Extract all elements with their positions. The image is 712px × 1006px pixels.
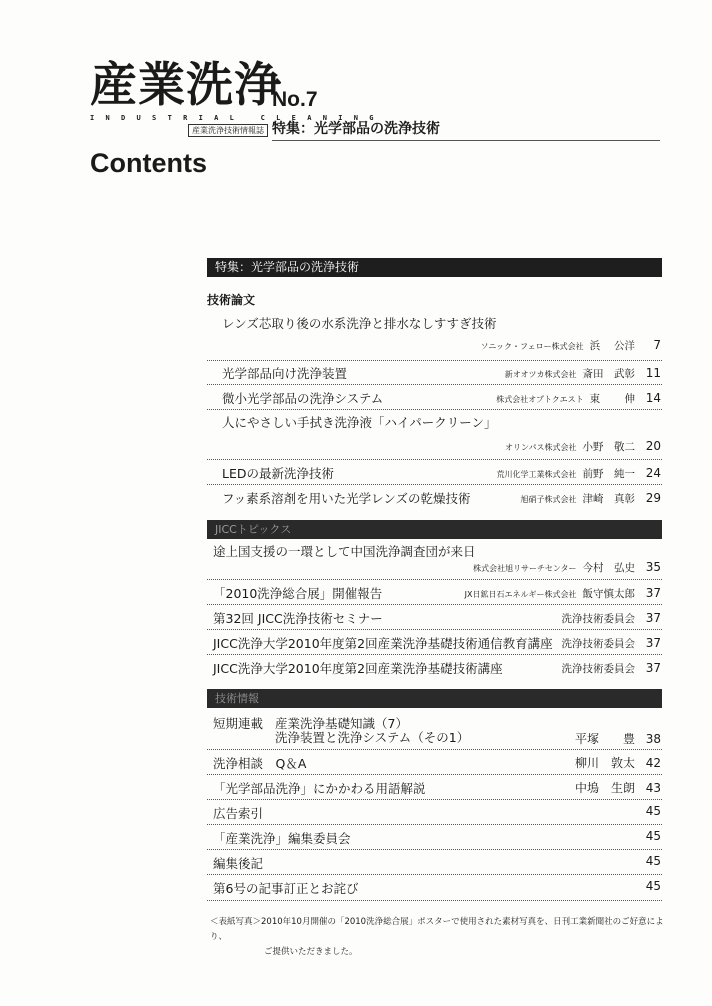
toc-item[interactable] bbox=[213, 584, 661, 604]
toc-item-page: 14 bbox=[645, 391, 661, 405]
page-title: Contents bbox=[90, 148, 207, 178]
toc-item-affiliation: 株式会社旭リサーチセンター bbox=[473, 564, 577, 573]
toc-item[interactable] bbox=[222, 389, 661, 409]
toc-item-page: 29 bbox=[645, 491, 661, 505]
toc-item-page: 38 bbox=[645, 732, 661, 746]
toc-item-page: 45 bbox=[645, 804, 661, 818]
caption-line-1: ＜表紙写真＞2010年10月開催の「2010洗浄総合展」ポスターで使用された素材写真を、日刊工業新聞社のご好意により、 bbox=[210, 917, 664, 942]
toc-item-author: 前野 純一 bbox=[582, 468, 635, 480]
toc-item-author: 小野 敬二 bbox=[582, 441, 635, 453]
toc-item[interactable] bbox=[213, 714, 661, 748]
divider bbox=[207, 849, 662, 850]
toc-item-title: 広告索引 bbox=[213, 806, 264, 821]
toc-item-title: 第6号の記事訂正とお詫び bbox=[213, 881, 359, 896]
section-header-tech bbox=[207, 689, 662, 708]
section-header-feature-label: 特集：光学部品の洗浄技術 bbox=[215, 260, 360, 274]
magazine-english-title: INDUSTRIAL CLEANING bbox=[90, 114, 385, 122]
toc-item-title: 「産業洗浄」編集委員会 bbox=[213, 831, 351, 846]
toc-item-title: LEDの最新洗浄技術 bbox=[222, 466, 334, 481]
toc-item-page: 11 bbox=[645, 366, 661, 380]
toc-item-author: 斎田 武彰 bbox=[582, 368, 635, 380]
section-header-jicc-label: JICCトピックス bbox=[215, 523, 292, 536]
toc-item-affiliation: ソニック・フェロー株式会社 bbox=[480, 342, 584, 351]
toc-item-title: 人にやさしい手拭き洗浄液「ハイパークリーン」 bbox=[222, 415, 497, 430]
toc-item[interactable] bbox=[213, 634, 661, 654]
toc-item-page: 37 bbox=[645, 661, 661, 675]
toc-item-subtitle: 洗浄装置と洗浄システム（その1） bbox=[275, 730, 470, 745]
toc-item-title: 「光学部品洗浄」にかかわる用語解説 bbox=[213, 781, 426, 796]
toc-item-affiliation: オリンパス株式会社 bbox=[505, 443, 577, 452]
divider bbox=[207, 409, 662, 410]
divider bbox=[207, 749, 662, 750]
toc-item-affiliation: JX日鉱日石エネルギー株式会社 bbox=[464, 590, 577, 599]
divider bbox=[207, 629, 662, 630]
toc-item[interactable] bbox=[222, 489, 661, 509]
toc-item[interactable] bbox=[213, 609, 661, 629]
cover-photo-caption bbox=[210, 915, 670, 960]
toc-item[interactable] bbox=[213, 659, 661, 679]
divider bbox=[207, 900, 662, 901]
toc-item-affiliation: 新オオツカ株式会社 bbox=[504, 370, 577, 379]
toc-item-title: 微小光学部品の洗浄システム bbox=[222, 391, 384, 406]
toc-item-byline bbox=[213, 437, 661, 457]
special-feature-title: 特集：光学部品の洗浄技術 bbox=[272, 121, 440, 137]
toc-item-title: 途上国支援の一環として中国洗浄調査団が来日 bbox=[213, 544, 476, 559]
toc-item-author: 柳川 敦太 bbox=[574, 756, 635, 770]
toc-item-page: 45 bbox=[645, 854, 661, 868]
toc-item-title: JICC洗浄大学2010年度第2回産業洗浄基礎技術講座 bbox=[213, 661, 503, 676]
subsection-technical-papers: 技術論文 bbox=[207, 293, 256, 307]
divider bbox=[207, 799, 662, 800]
toc-item-page: 45 bbox=[645, 829, 661, 843]
divider bbox=[207, 654, 662, 655]
caption-line-2: ご提供いただきました。 bbox=[264, 947, 358, 957]
toc-item-page: 42 bbox=[645, 756, 661, 770]
toc-item[interactable] bbox=[222, 413, 661, 433]
toc-item-author: 洗浄技術委員会 bbox=[561, 613, 635, 625]
toc-item-author: 津崎 真彰 bbox=[582, 493, 635, 505]
toc-item-page: 20 bbox=[645, 439, 661, 453]
toc-item-title: 洗浄相談 Q＆A bbox=[213, 756, 307, 771]
toc-item-affiliation: 荒川化学工業株式会社 bbox=[496, 470, 577, 479]
toc-item-title: 編集後記 bbox=[213, 856, 264, 871]
toc-item-page: 7 bbox=[653, 338, 661, 352]
divider bbox=[207, 384, 662, 385]
toc-item-title: フッ素系溶剤を用いた光学レンズの乾燥技術 bbox=[222, 491, 471, 506]
toc-item-title: 「2010洗浄総合展」開催報告 bbox=[213, 586, 383, 601]
toc-item-author: 中塢 生朗 bbox=[574, 781, 635, 795]
toc-item-title: 光学部品向け洗浄装置 bbox=[222, 366, 348, 381]
toc-item-page: 24 bbox=[645, 466, 661, 480]
toc-item[interactable] bbox=[213, 754, 661, 774]
divider bbox=[207, 824, 662, 825]
divider bbox=[207, 604, 662, 605]
toc-item-author: 飯守慎太郎 bbox=[582, 588, 635, 600]
toc-item-page: 43 bbox=[645, 781, 661, 795]
toc-item-byline bbox=[213, 336, 661, 356]
toc-item[interactable] bbox=[213, 829, 661, 849]
toc-item-author: 平塚 豊 bbox=[574, 732, 635, 746]
toc-item-series-label: 短期連載 bbox=[213, 716, 264, 731]
section-header-jicc bbox=[207, 520, 662, 539]
toc-item[interactable] bbox=[222, 364, 661, 384]
toc-item[interactable] bbox=[213, 854, 661, 874]
divider bbox=[207, 484, 662, 485]
toc-item-author: 東 伸 bbox=[589, 393, 635, 405]
toc-item-page: 35 bbox=[645, 560, 661, 574]
toc-item-title: レンズ芯取り後の水系洗浄と排水なしすすぎ技術 bbox=[222, 316, 497, 331]
toc-item-page: 37 bbox=[645, 586, 661, 600]
header-divider bbox=[272, 140, 660, 141]
toc-item-author: 今村 弘史 bbox=[582, 562, 635, 574]
toc-item[interactable] bbox=[213, 779, 661, 799]
toc-item-title: 第32回 JICC洗浄技術セミナー bbox=[213, 611, 383, 626]
toc-item-author: 洗浄技術委員会 bbox=[561, 663, 635, 675]
toc-item-author: 浜 公洋 bbox=[589, 340, 635, 352]
toc-item-title: JICC洗浄大学2010年度第2回産業洗浄基礎技術通信教育講座 bbox=[213, 636, 553, 651]
toc-item[interactable] bbox=[222, 314, 661, 334]
toc-item-byline bbox=[213, 558, 661, 578]
toc-item[interactable] bbox=[213, 879, 661, 899]
toc-item-page: 37 bbox=[645, 636, 661, 650]
divider bbox=[207, 459, 662, 460]
issue-number: No.7 bbox=[272, 88, 318, 111]
section-header-feature bbox=[207, 258, 662, 277]
divider bbox=[207, 874, 662, 875]
toc-item-page: 37 bbox=[645, 611, 661, 625]
toc-item[interactable] bbox=[213, 804, 661, 824]
divider bbox=[207, 774, 662, 775]
toc-item-author: 洗浄技術委員会 bbox=[561, 638, 635, 650]
toc-item-title: 産業洗浄基礎知識（7） bbox=[275, 716, 408, 731]
toc-item-affiliation: 株式会社オプトクエスト bbox=[496, 395, 584, 404]
magazine-title: 産業洗浄 bbox=[90, 58, 282, 113]
divider bbox=[207, 360, 662, 361]
toc-item-page: 45 bbox=[645, 879, 661, 893]
toc-item[interactable] bbox=[222, 464, 661, 484]
section-header-tech-label: 技術情報 bbox=[215, 692, 259, 705]
divider bbox=[207, 579, 662, 580]
toc-item-affiliation: 旭硝子株式会社 bbox=[520, 495, 577, 504]
magazine-subtitle: 産業洗浄技術情報誌 bbox=[188, 124, 268, 137]
